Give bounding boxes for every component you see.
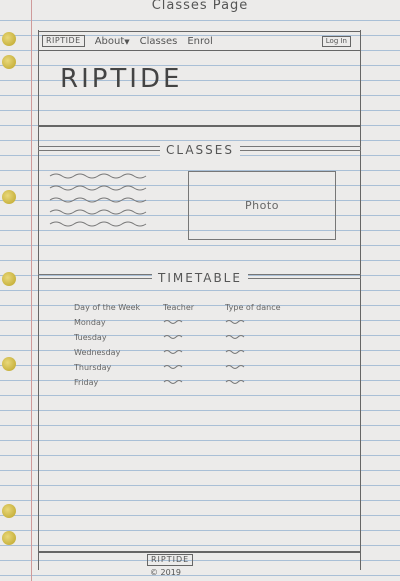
day-cell: Tuesday [74,333,107,342]
day-cell: Thursday [74,363,112,372]
text-placeholder [48,170,158,232]
wireframe-border [38,30,361,570]
dance-squiggle [225,333,247,341]
brand-heading: RIPTIDE [60,64,183,94]
nav-classes[interactable]: Classes [139,35,178,47]
chevron-down-icon: ▼ [124,37,130,46]
teacher-squiggle [163,318,183,326]
binder-hole [2,531,16,545]
teacher-squiggle [163,363,183,371]
day-cell: Wednesday [74,348,121,357]
squiggle-line [50,210,146,214]
binder-hole [2,190,16,204]
nav-about-label: About [94,35,125,47]
binder-hole [2,32,16,46]
dance-squiggle [225,378,247,386]
squiggle-line [50,174,146,178]
nav-about[interactable] [95,36,130,47]
classes-heading [0,143,400,157]
photo-label: Photo [245,199,279,212]
photo-placeholder [188,171,336,240]
timetable-heading-text: TIMETABLE [152,271,248,285]
page-title: Classes Page [151,0,249,13]
binder-hole [2,55,16,69]
teacher-squiggle [163,378,183,386]
dance-squiggle [225,318,247,326]
column-day: Day of the Week [74,303,141,312]
footer-logo[interactable]: RIPTIDE [147,554,193,566]
margin-line [31,0,32,581]
footer-divider [38,551,361,553]
day-cell: Monday [74,318,106,327]
binder-hole [2,504,16,518]
classes-heading-text: CLASSES [160,143,240,157]
dance-squiggle [225,363,247,371]
login-button[interactable]: Log In [322,36,351,47]
day-cell: Friday [74,378,99,387]
copyright: © 2019 [150,568,181,577]
nav-bar [38,31,361,51]
teacher-squiggle [163,348,183,356]
binder-hole [2,357,16,371]
squiggle-line [50,222,146,226]
nav-logo[interactable]: RIPTIDE [42,35,85,47]
teacher-squiggle [163,333,183,341]
column-dance-type: Type of dance [225,303,281,312]
squiggle-line [50,198,146,202]
column-teacher: Teacher [163,303,195,312]
nav-enrol[interactable]: Enrol [187,35,213,47]
dance-squiggle [225,348,247,356]
header-divider [38,125,361,127]
squiggle-line [50,186,146,190]
timetable-heading [0,271,400,285]
